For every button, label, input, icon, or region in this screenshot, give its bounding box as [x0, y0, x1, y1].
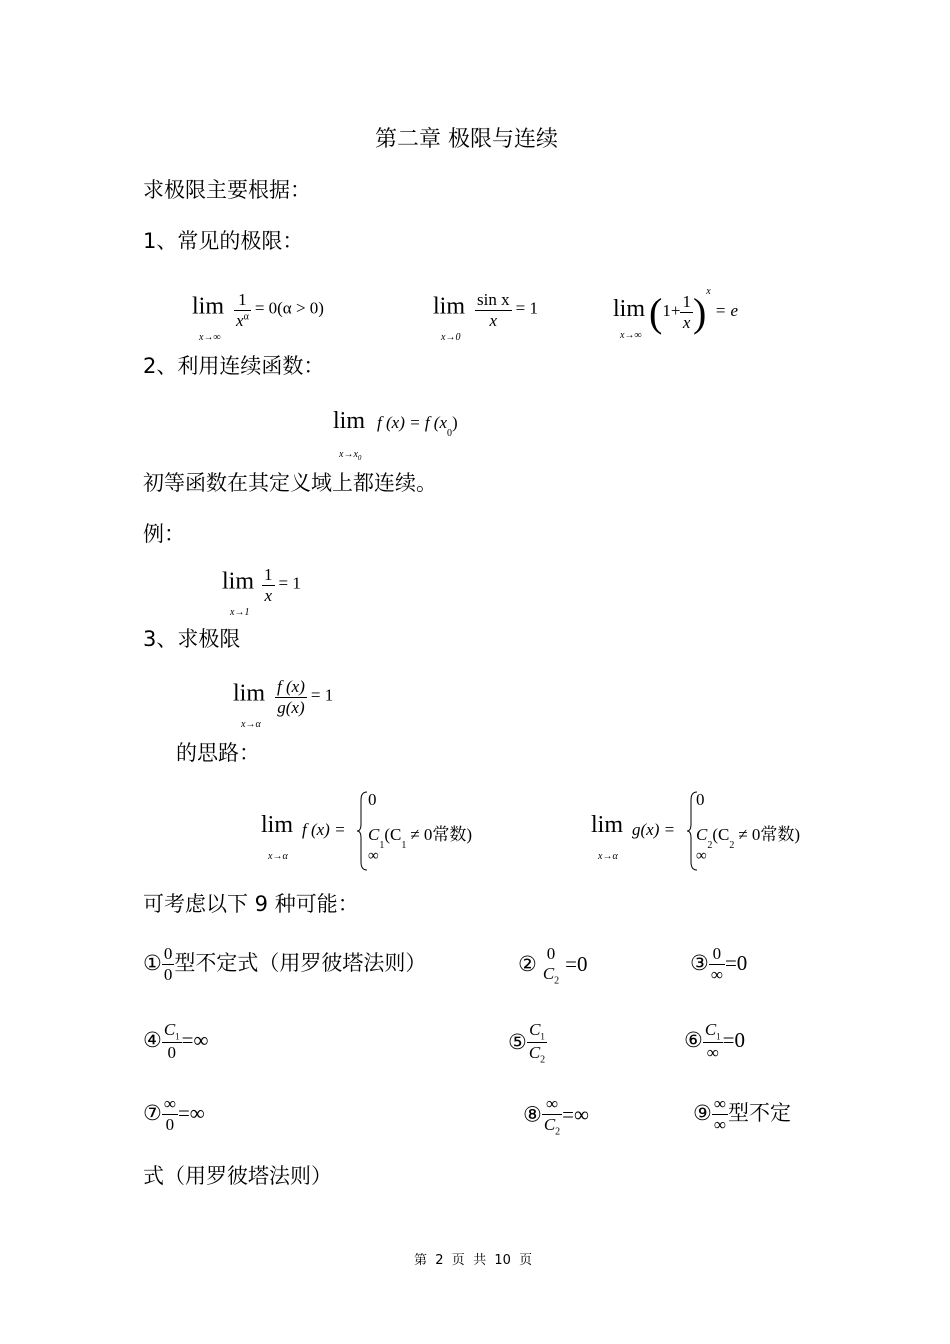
case-7: [143, 1094, 205, 1134]
g-case-constant: $C_2(C_2\ne 0$常数): [696, 825, 801, 851]
f-case-constant: $C_1(C_1\ne 0$常数): [368, 825, 473, 851]
lim-subscript: x→α: [598, 851, 618, 862]
formula-rhs: = 0(α > 0): [254, 298, 324, 318]
numerator: 1: [234, 290, 251, 311]
section-2-heading: 2、利用连续函数：: [143, 354, 325, 378]
g-case-lhs: g(x) =: [632, 820, 676, 839]
case-1: [143, 944, 426, 984]
case-9: [693, 1094, 791, 1134]
denominator: x: [264, 585, 273, 605]
case-rhs: =∞: [562, 1102, 589, 1127]
g-case-zero: 0: [696, 790, 705, 809]
section-1-heading: 1、常见的极限：: [143, 229, 304, 253]
case-marker: ⑤: [508, 1029, 527, 1054]
intro-text: 求极限主要根据：: [143, 178, 311, 202]
formula-limit-sin: [433, 290, 538, 330]
page-title: 第二章 极限与连续: [375, 127, 558, 152]
lim-subscript: x→∞: [199, 332, 221, 343]
case-marker: ⑥: [684, 1028, 703, 1053]
f-case-infinity: ∞: [368, 848, 379, 864]
fraction: $\frac{0}{\infty}$: [710, 944, 723, 984]
page-footer: 第 2 页 共 10 页: [414, 1253, 533, 1268]
one-plus: 1+: [662, 301, 681, 320]
left-brace-icon: [355, 790, 369, 872]
lim-symbol: lim: [233, 680, 266, 707]
case-5: [508, 1020, 547, 1066]
numerator: f (x): [277, 677, 305, 696]
lim-symbol: lim: [433, 293, 466, 320]
case-1-text: 型不定式（用罗彼塔法则）: [174, 951, 427, 976]
case-6: [684, 1020, 745, 1062]
fraction: $\frac{\infty}{0}$: [163, 1094, 176, 1134]
lim-symbol: lim: [192, 293, 225, 320]
lim-subscript: x→α: [241, 719, 261, 730]
lim-symbol: lim: [591, 812, 624, 838]
numerator: 1: [682, 292, 691, 312]
denominator: g(x): [277, 697, 305, 717]
continuity-expression: f (x) = f (x: [377, 413, 448, 432]
fraction: 0 $C_2$: [542, 944, 560, 986]
fraction: $\frac{\infty}{\infty}$: [713, 1094, 726, 1134]
case-rhs: =0: [724, 951, 748, 976]
fraction: $\frac{C_1}{\infty}$: [704, 1020, 721, 1062]
lim-subscript: x→α: [268, 851, 288, 862]
lim-symbol: lim: [222, 568, 255, 595]
case-marker: ③: [690, 951, 709, 976]
paren-right: ): [692, 289, 707, 335]
lim-subscript: x→0: [441, 332, 461, 343]
fraction: [234, 290, 251, 330]
example-label: 例：: [143, 522, 185, 546]
denominator: x: [489, 310, 498, 330]
denominator: x: [682, 312, 691, 332]
case-2: [518, 944, 588, 986]
fraction: [275, 677, 307, 717]
lim-symbol: lim: [613, 296, 646, 322]
numerator: 1: [264, 565, 273, 584]
fraction: [475, 290, 512, 330]
formula-rhs: = 1: [515, 298, 538, 318]
fraction: [680, 292, 693, 332]
close-paren: ): [452, 413, 458, 432]
case-marker: ①: [143, 951, 162, 976]
formula-rhs: = 1: [278, 573, 301, 593]
formula-ratio: [233, 677, 333, 717]
lim-symbol: lim: [261, 812, 294, 838]
paren-left: (: [649, 289, 663, 335]
g-case-infinity: ∞: [696, 848, 707, 864]
case-9-tail: 式（用罗彼塔法则）: [143, 1164, 332, 1188]
lim-subscript: x→∞: [620, 330, 642, 341]
idea-label: 的思路：: [176, 741, 260, 765]
case-8: [523, 1094, 589, 1137]
formula-rhs: = e: [714, 301, 738, 320]
case-rhs: =0: [722, 1028, 746, 1053]
fraction: $\frac{C_1}{C_2}$: [528, 1020, 546, 1066]
formula-limit-power: [192, 290, 324, 330]
case-marker: ⑦: [143, 1101, 162, 1126]
numerator: sin x: [477, 290, 510, 309]
case-3: [690, 944, 747, 984]
f-case-zero: 0: [368, 790, 377, 809]
fraction: $\frac{0}{0}$: [163, 944, 173, 984]
case-4: [143, 1020, 209, 1062]
formula-continuity: [333, 408, 458, 439]
continuity-note: 初等函数在其定义域上都连续。: [143, 471, 437, 495]
case-marker: ②: [518, 952, 537, 977]
case-rhs: =∞: [177, 1101, 205, 1126]
exponent: x: [706, 286, 711, 297]
fraction: $\frac{C_1}{0}$: [163, 1020, 180, 1062]
formula-example: [222, 565, 301, 605]
lim-subscript: $x\to x_0$: [339, 449, 362, 462]
formula-limit-e: [613, 286, 738, 336]
subscript-zero: 0: [447, 428, 453, 439]
fraction: [262, 565, 275, 605]
case-marker: ④: [143, 1028, 162, 1053]
case-rhs: =∞: [181, 1028, 209, 1053]
section-3-heading: 3、求极限: [143, 627, 241, 651]
fraction: $\frac{\infty}{C_2}$: [543, 1094, 561, 1137]
case-rhs: =0: [565, 952, 588, 977]
case-9-text: 型不定: [727, 1101, 791, 1126]
possibilities-label: 可考虑以下 9 种可能：: [143, 892, 359, 916]
f-case-lhs: f (x) =: [302, 820, 346, 839]
denominator: $x^\alpha$: [236, 310, 249, 330]
case-marker: ⑨: [693, 1101, 712, 1126]
lim-symbol: lim: [333, 408, 366, 434]
formula-rhs: = 1: [310, 685, 334, 705]
case-marker: ⑧: [523, 1102, 542, 1127]
lim-subscript: x→1: [230, 607, 250, 618]
